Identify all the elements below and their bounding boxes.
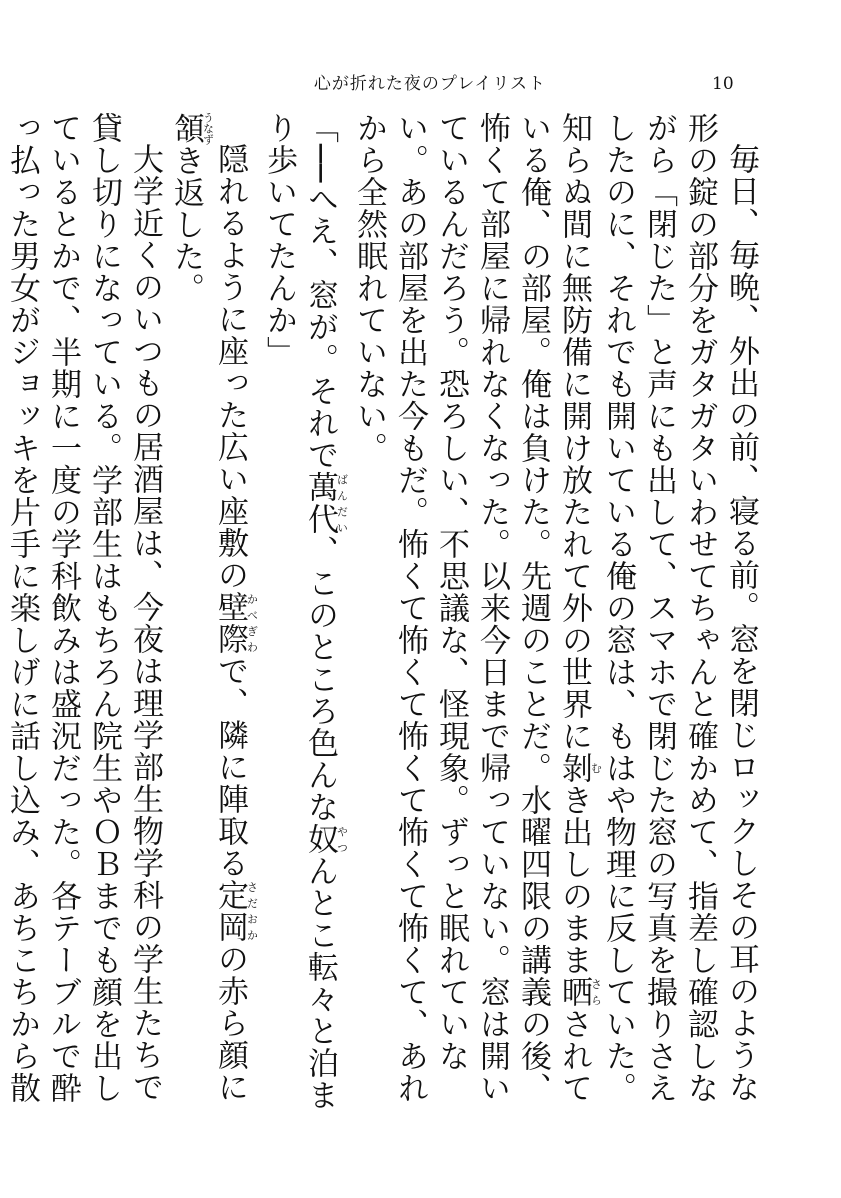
ruby-kabegiwa: 壁際かべぎわ [212, 591, 259, 655]
paragraph-dialogue: 「──へえ、窓が。それで萬代ばんだい、このところ色んな奴やつんとこ転々と泊まり歩いてたんか」 [261, 112, 349, 1112]
ruby-bandai: 萬代ばんだい [302, 471, 349, 536]
paragraph-window-anxiety: 毎日、毎晩、外出の前、寝る前。窓を閉じロックしその耳のような形の錠の部分をガタガタいわせてちゃんと確かめて、指差し確認しながら「閉じた」と声にも出して、スマホで閉じた窓の写真を撮りさえしたのに、それでも開いている俺の窓は、もはや物理に反していた。知らぬ間に無防備に開け放たれて外の世界に剝むき出しのまま晒さらされている俺、の部屋。俺は負けた。先週のことだ。水曜四限の講義の後、怖くて部屋に帰れなくなった。以来今日まで帰っていない。窓は開いているんだろう。恐ろしい、不思議な、怪現象。ずっと眠れていない。あの部屋を出た今もだ。怖くて怖くて怖くて怖くて怖くて、あれから全然眠れていない。 [351, 112, 759, 1104]
paragraph-nod: 隠れるように座った広い座敷の壁際かべぎわで、隣に陣取る定岡さだおかの赤ら顔に頷うなずき返した。 [168, 112, 259, 1103]
paragraph-izakaya: 大学近くのいつもの居酒屋は、今夜は理学部生物学科の学生たちで貸し切りになっている。学部生はもちろん院生やＯＢまでも顔を出しているとかで、半期に一度の学科飲みは盛況だった。各テーブルで酔っ払った男女がジョッキを片手に楽しげに話し込み、あちこちから散 [4, 112, 163, 1104]
ruby-unazu: 頷うなず [168, 112, 215, 145]
ruby-sadaoka: 定岡さだおか [212, 879, 259, 943]
ruby-sara: 晒さら [556, 976, 603, 1008]
body-text [0, 112, 761, 1112]
page-number: 10 [712, 74, 734, 94]
book-title: 心が折れた夜のプレイリスト [313, 74, 547, 94]
ruby-yatsu: 奴やつ [302, 823, 349, 856]
running-head [0, 72, 841, 96]
ruby-mu: 剝む [556, 752, 603, 784]
